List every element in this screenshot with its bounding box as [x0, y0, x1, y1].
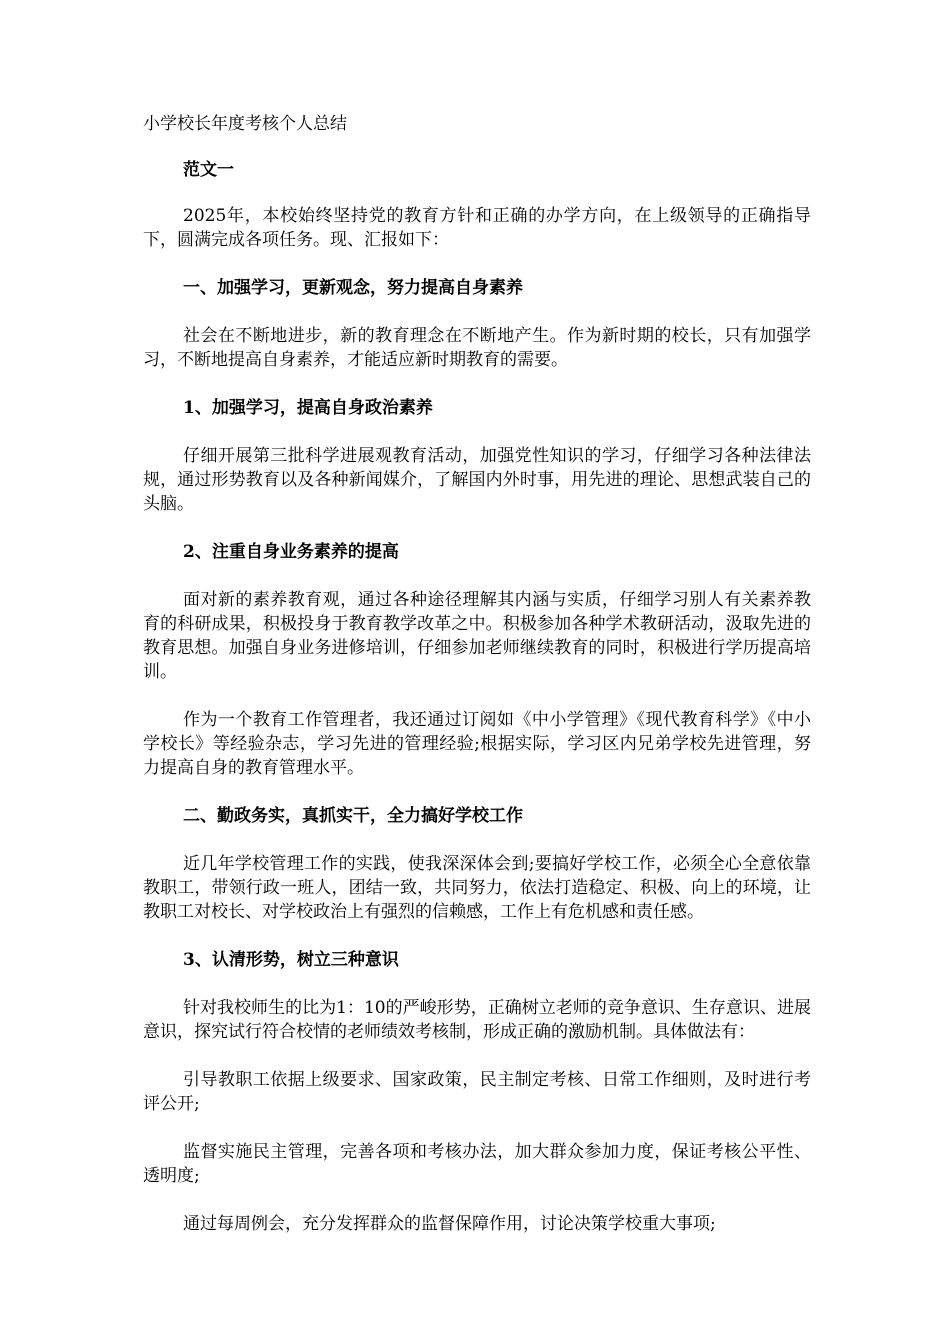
body-paragraph: 通过每周例会，充分发挥群众的监督保障作用，讨论决策学校重大事项; — [183, 1214, 716, 1234]
body-paragraph: 2025年，本校始终坚持党的教育方针和正确的办学方向，在上级领导的正确指导下，圆满完成各项任务。现、汇报如下： — [143, 206, 811, 250]
section-heading: 一、加强学习，更新观念，努力提高自身素养 — [183, 278, 523, 298]
section-heading: 二、勤政务实，真抓实干，全力搞好学校工作 — [183, 806, 523, 826]
body-paragraph: 监督实施民主管理，完善各项和考核办法，加大群众参加力度，保证考核公平性、透明度; — [143, 1142, 811, 1186]
body-paragraph: 作为一个教育工作管理者，我还通过订阅如《中小学管理》《现代教育科学》《中小学校长》等经验杂志，学习先进的管理经验;根据实际，学习区内兄弟学校先进管理，努力提高自身的教育管理水平。 — [143, 710, 811, 778]
document-body — [143, 204, 811, 1236]
body-paragraph: 仔细开展第三批科学进展观教育活动，加强党性知识的学习，仔细学习各种法律法规，通过形势教育以及各种新闻媒介，了解国内外时事，用先进的理论、思想武装自己的头脑。 — [143, 446, 811, 514]
section-heading: 3、认清形势，树立三种意识 — [183, 950, 399, 970]
document-subtitle: 范文一 — [183, 160, 234, 180]
body-paragraph: 面对新的素养教育观，通过各种途径理解其内涵与实质，仔细学习别人有关素养教育的科研成果，积极投身于教育教学改革之中。积极参加各种学术教研活动，汲取先进的教育思想。加强自身业务进修培训，仔细参加老师继续教育的同时，积极进行学历提高培训。 — [143, 590, 811, 682]
section-heading: 1、加强学习，提高自身政治素养 — [183, 398, 433, 418]
document-title: 小学校长年度考核个人总结 — [143, 114, 347, 134]
section-heading: 2、注重自身业务素养的提高 — [183, 542, 399, 562]
body-paragraph: 社会在不断地进步，新的教育理念在不断地产生。作为新时期的校长，只有加强学习，不断地提高自身素养，才能适应新时期教育的需要。 — [143, 326, 811, 370]
body-paragraph: 引导教职工依据上级要求、国家政策，民主制定考核、日常工作细则，及时进行考评公开; — [143, 1070, 811, 1114]
body-paragraph: 近几年学校管理工作的实践，使我深深体会到;要搞好学校工作，必须全心全意依靠教职工，带领行政一班人，团结一致，共同努力，依法打造稳定、积极、向上的环境，让教职工对校长、对学校政治上有强烈的信赖感，工作上有危机感和责任感。 — [143, 854, 811, 922]
body-paragraph: 针对我校师生的比为1：10的严峻形势，正确树立老师的竞争意识、生存意识、进展意识，探究试行符合校情的老师绩效考核制，形成正确的激励机制。具体做法有： — [143, 998, 811, 1042]
document-page — [143, 112, 811, 1260]
